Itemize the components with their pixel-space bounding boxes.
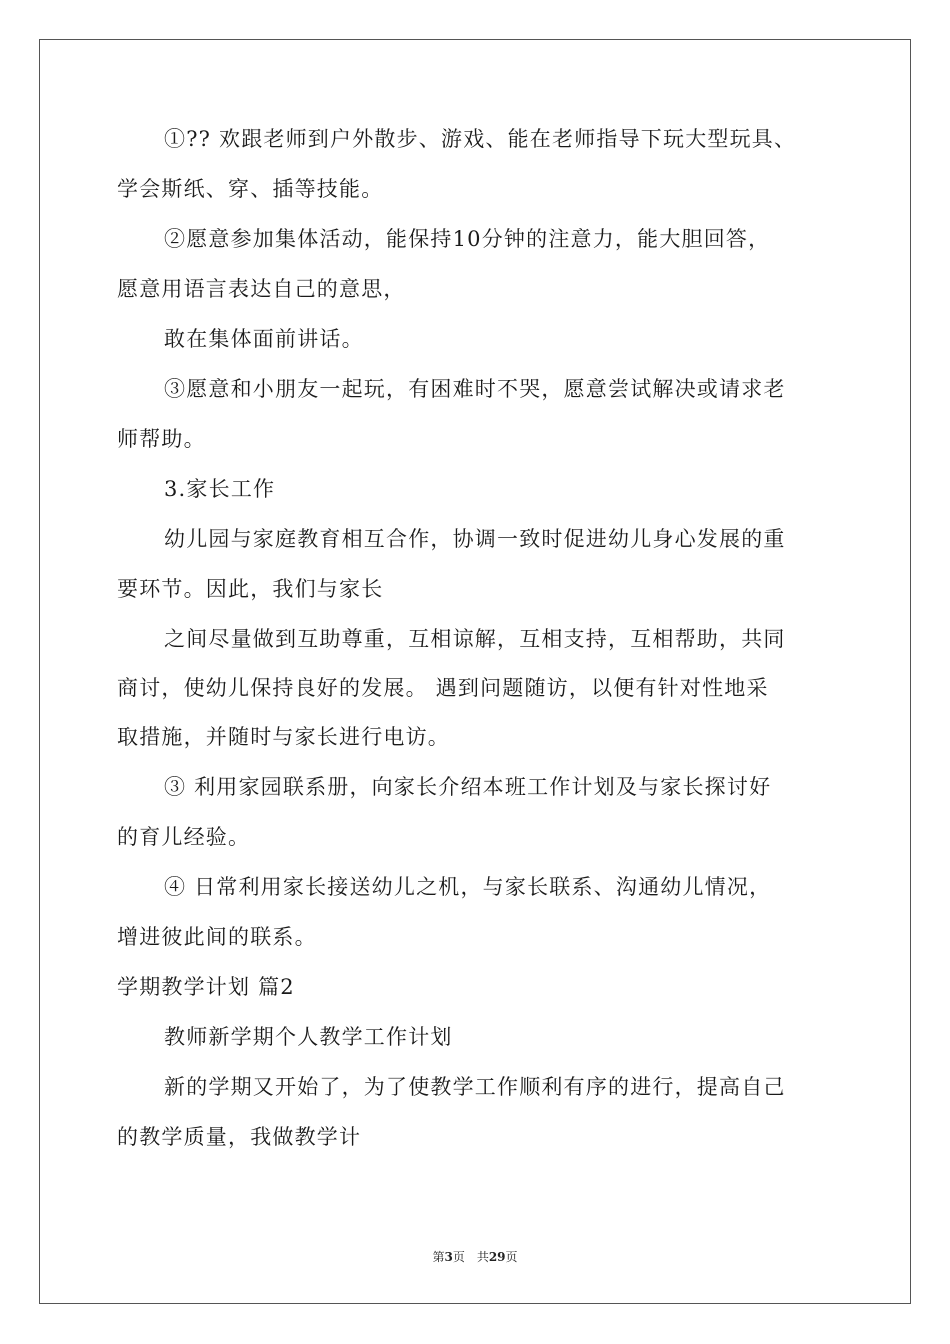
footer-suffix: 页 (505, 1250, 518, 1264)
text-line: 学会斯纸、穿、插等技能。 (117, 177, 384, 201)
text-line: 取措施，并随时与家长进行电访。 (117, 725, 450, 749)
text-line: 商讨，使幼儿保持良好的发展。 遇到问题随访，以便有针对性地采 (117, 676, 769, 700)
text-line: 敢在集体面前讲话。 (164, 327, 364, 351)
footer-total-pages: 29 (488, 1250, 506, 1264)
subtitle: 教师新学期个人教学工作计划 (164, 1025, 453, 1049)
text-line: 新的学期又开始了，为了使教学工作顺利有序的进行，提高自己 (164, 1075, 786, 1099)
text-line: 师帮助。 (117, 427, 206, 451)
text-line: 愿意用语言表达自己的意思， (117, 277, 406, 301)
text-line: ①?? 欢跟老师到户外散步、游戏、能在老师指导下玩大型玩具、 (164, 127, 797, 151)
footer-page-number: 3 (444, 1250, 453, 1264)
text-line: ④ 日常利用家长接送幼儿之机，与家长联系、沟通幼儿情况， (164, 875, 772, 899)
text-line: 的育儿经验。 (117, 825, 251, 849)
article-title: 学期教学计划 篇2 (117, 975, 295, 999)
text-line: ③愿意和小朋友一起玩，有困难时不哭，愿意尝试解决或请求老 (164, 377, 786, 401)
text-line: 之间尽量做到互助尊重，互相谅解，互相支持，互相帮助，共同 (164, 627, 786, 651)
text-line: 幼儿园与家庭教育相互合作，协调一致时促进幼儿身心发展的重 (164, 527, 786, 551)
text-line: ③ 利用家园联系册，向家长介绍本班工作计划及与家长探讨好 (164, 775, 772, 799)
text-line: 要环节。因此，我们与家长 (117, 577, 384, 601)
section-heading: 3.家长工作 (164, 477, 276, 501)
text-line: ②愿意参加集体活动，能保持10分钟的注意力，能大胆回答， (164, 227, 771, 251)
footer-prefix: 第 (432, 1250, 445, 1264)
text-line: 增进彼此间的联系。 (117, 925, 317, 949)
text-line: 的教学质量，我做教学计 (117, 1125, 362, 1149)
page-footer (0, 1248, 950, 1265)
footer-mid: 页 共 (452, 1250, 489, 1264)
